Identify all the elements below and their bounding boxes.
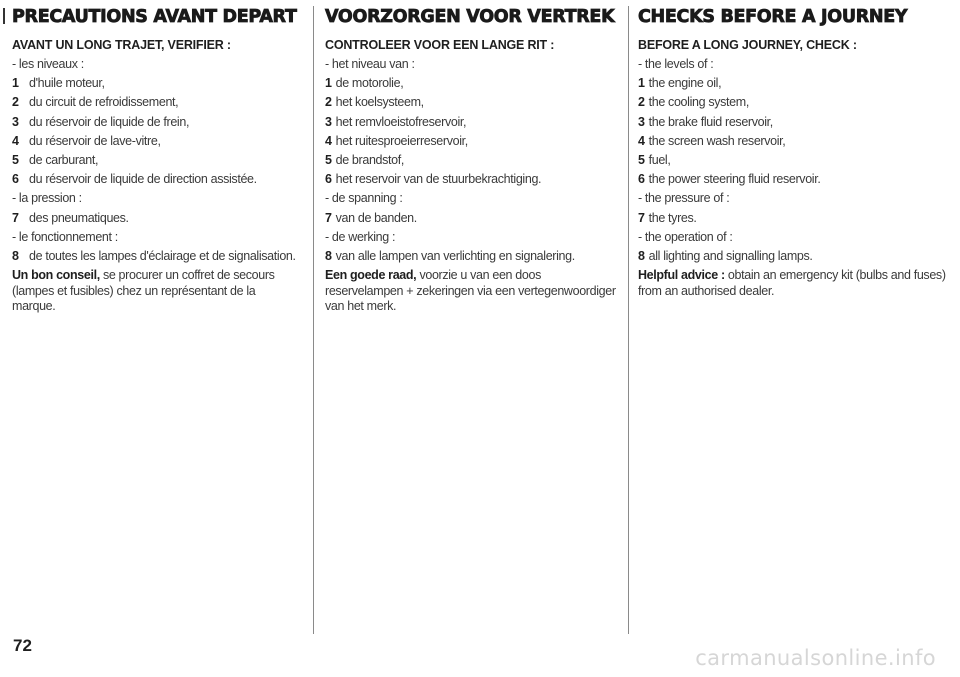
checklist-item: [638, 113, 948, 132]
item-text: - the levels of :: [638, 57, 714, 71]
item-number: 7: [12, 210, 19, 225]
checklist-group-label: [12, 189, 301, 208]
item-text: de toutes les lampes d'éclairage et de signalisation.: [29, 249, 296, 264]
item-number: 4: [12, 133, 19, 148]
checklist-group-label: [12, 55, 301, 74]
item-text: het remvloeistofreservoir,: [335, 114, 467, 129]
item-number: 6: [325, 172, 332, 187]
checklist-item: [638, 74, 948, 93]
checklist-item: [12, 132, 301, 151]
item-number: 8: [12, 249, 19, 264]
advice-paragraph: [12, 268, 301, 315]
advice-text: se procurer un coffret de secours (lampes et fusibles) chez un représentant de la marque.: [12, 268, 275, 314]
section-title: PRECAUTIONS AVANT DEPART: [12, 7, 297, 27]
item-text: van de banden.: [335, 210, 417, 225]
item-number: 7: [638, 210, 645, 225]
item-text: het reservoir van de stuurbekrachtiging.: [335, 172, 542, 187]
checklist-item: [325, 151, 616, 170]
item-number: 5: [325, 153, 332, 168]
item-text: fuel,: [648, 153, 671, 168]
advice-label: Een goede raad,: [325, 268, 417, 283]
item-text: the tyres.: [648, 210, 697, 225]
item-text: du réservoir de liquide de frein,: [29, 114, 190, 129]
checklist-item: [325, 74, 616, 93]
english-column: [628, 0, 960, 640]
checklist-item: [325, 170, 616, 189]
checklist-group-label: [12, 228, 301, 247]
item-text: du circuit de refroidissement,: [29, 95, 179, 110]
french-column: [0, 0, 313, 640]
checklist-group-label: [638, 189, 948, 208]
item-text: - the operation of :: [638, 229, 733, 244]
section-title: CHECKS BEFORE A JOURNEY: [638, 7, 908, 27]
advice-label: Helpful advice :: [638, 268, 725, 283]
checklist-item: [325, 113, 616, 132]
checklist-item: [325, 93, 616, 112]
watermark: carmanualsonline.info: [695, 646, 936, 670]
dutch-column: [313, 0, 628, 640]
checklist-item: [638, 170, 948, 189]
checklist-item: [638, 151, 948, 170]
checklist-item: [638, 93, 948, 112]
item-number: 1: [638, 76, 645, 91]
item-number: 1: [12, 76, 19, 91]
item-number: 5: [12, 153, 19, 168]
checklist-item: [12, 247, 301, 266]
item-number: 2: [12, 95, 19, 110]
item-number: 1: [325, 76, 332, 91]
item-number: 5: [638, 153, 645, 168]
advice-paragraph: [325, 268, 616, 315]
section-title: VOORZORGEN VOOR VERTREK: [325, 7, 615, 27]
checklist: [12, 55, 301, 266]
checklist-item: [638, 209, 948, 228]
checklist: [638, 55, 948, 266]
item-number: 3: [325, 114, 332, 129]
section-subtitle: BEFORE A LONG JOURNEY, CHECK :: [638, 38, 857, 52]
item-number: 8: [325, 249, 332, 264]
item-number: 4: [325, 133, 332, 148]
item-text: - la pression :: [12, 191, 82, 206]
item-text: the cooling system,: [648, 95, 749, 110]
item-number: 8: [638, 249, 645, 264]
page-number: 72: [13, 636, 32, 655]
checklist-item: [12, 113, 301, 132]
checklist-item: [12, 74, 301, 93]
item-number: 6: [638, 172, 645, 187]
item-text: - de werking :: [325, 229, 396, 244]
item-text: the engine oil,: [648, 76, 722, 91]
item-text: van alle lampen van verlichting en signalering.: [335, 249, 575, 264]
item-text: du réservoir de lave-vitre,: [29, 133, 161, 148]
item-number: 6: [12, 172, 19, 187]
item-text: du réservoir de liquide de direction assistée.: [29, 172, 257, 187]
item-text: het ruitesproeierreservoir,: [335, 133, 468, 148]
item-text: the brake fluid reservoir,: [648, 114, 773, 129]
item-text: het koelsysteem,: [335, 95, 424, 110]
item-number: 7: [325, 210, 332, 225]
item-text: - le fonctionnement :: [12, 229, 118, 244]
item-number: 2: [638, 95, 645, 110]
advice-label: Un bon conseil,: [12, 268, 100, 283]
checklist-item: [12, 209, 301, 228]
checklist-item: [638, 247, 948, 266]
item-text: the power steering fluid reservoir.: [648, 172, 821, 187]
advice-text: obtain an emergency kit (bulbs and fuses) from an authorised dealer.: [638, 268, 946, 298]
item-number: 2: [325, 95, 332, 110]
section-subtitle: AVANT UN LONG TRAJET, VERIFIER :: [12, 38, 231, 52]
checklist-item: [325, 209, 616, 228]
checklist-group-label: [325, 189, 616, 208]
item-text: the screen wash reservoir,: [648, 133, 786, 148]
section-subtitle: CONTROLEER VOOR EEN LANGE RIT :: [325, 38, 555, 52]
item-text: - les niveaux :: [12, 57, 84, 71]
item-text: de brandstof,: [335, 153, 405, 168]
item-text: des pneumatiques.: [29, 210, 129, 225]
checklist-item: [12, 93, 301, 112]
advice-paragraph: [638, 268, 948, 299]
item-number: 4: [638, 133, 645, 148]
checklist-item: [638, 132, 948, 151]
item-text: de carburant,: [29, 153, 99, 168]
checklist-group-label: [325, 228, 616, 247]
item-number: 3: [12, 114, 19, 129]
checklist-item: [12, 151, 301, 170]
advice-text: voorzie u van een doos reservelampen + zekeringen via een vertegenwoordiger van het merk.: [325, 268, 616, 314]
item-text: all lighting and signalling lamps.: [648, 249, 813, 264]
item-number: 3: [638, 114, 645, 129]
checklist-item: [325, 132, 616, 151]
checklist-item: [325, 247, 616, 266]
checklist-group-label: [325, 55, 616, 74]
item-text: - het niveau van :: [325, 57, 415, 71]
checklist: [325, 55, 616, 266]
item-text: de motorolie,: [335, 76, 404, 91]
item-text: - the pressure of :: [638, 191, 730, 206]
checklist-group-label: [638, 55, 948, 74]
item-text: - de spanning :: [325, 191, 403, 206]
checklist-group-label: [638, 228, 948, 247]
item-text: d'huile moteur,: [29, 76, 105, 91]
checklist-item: [12, 170, 301, 189]
